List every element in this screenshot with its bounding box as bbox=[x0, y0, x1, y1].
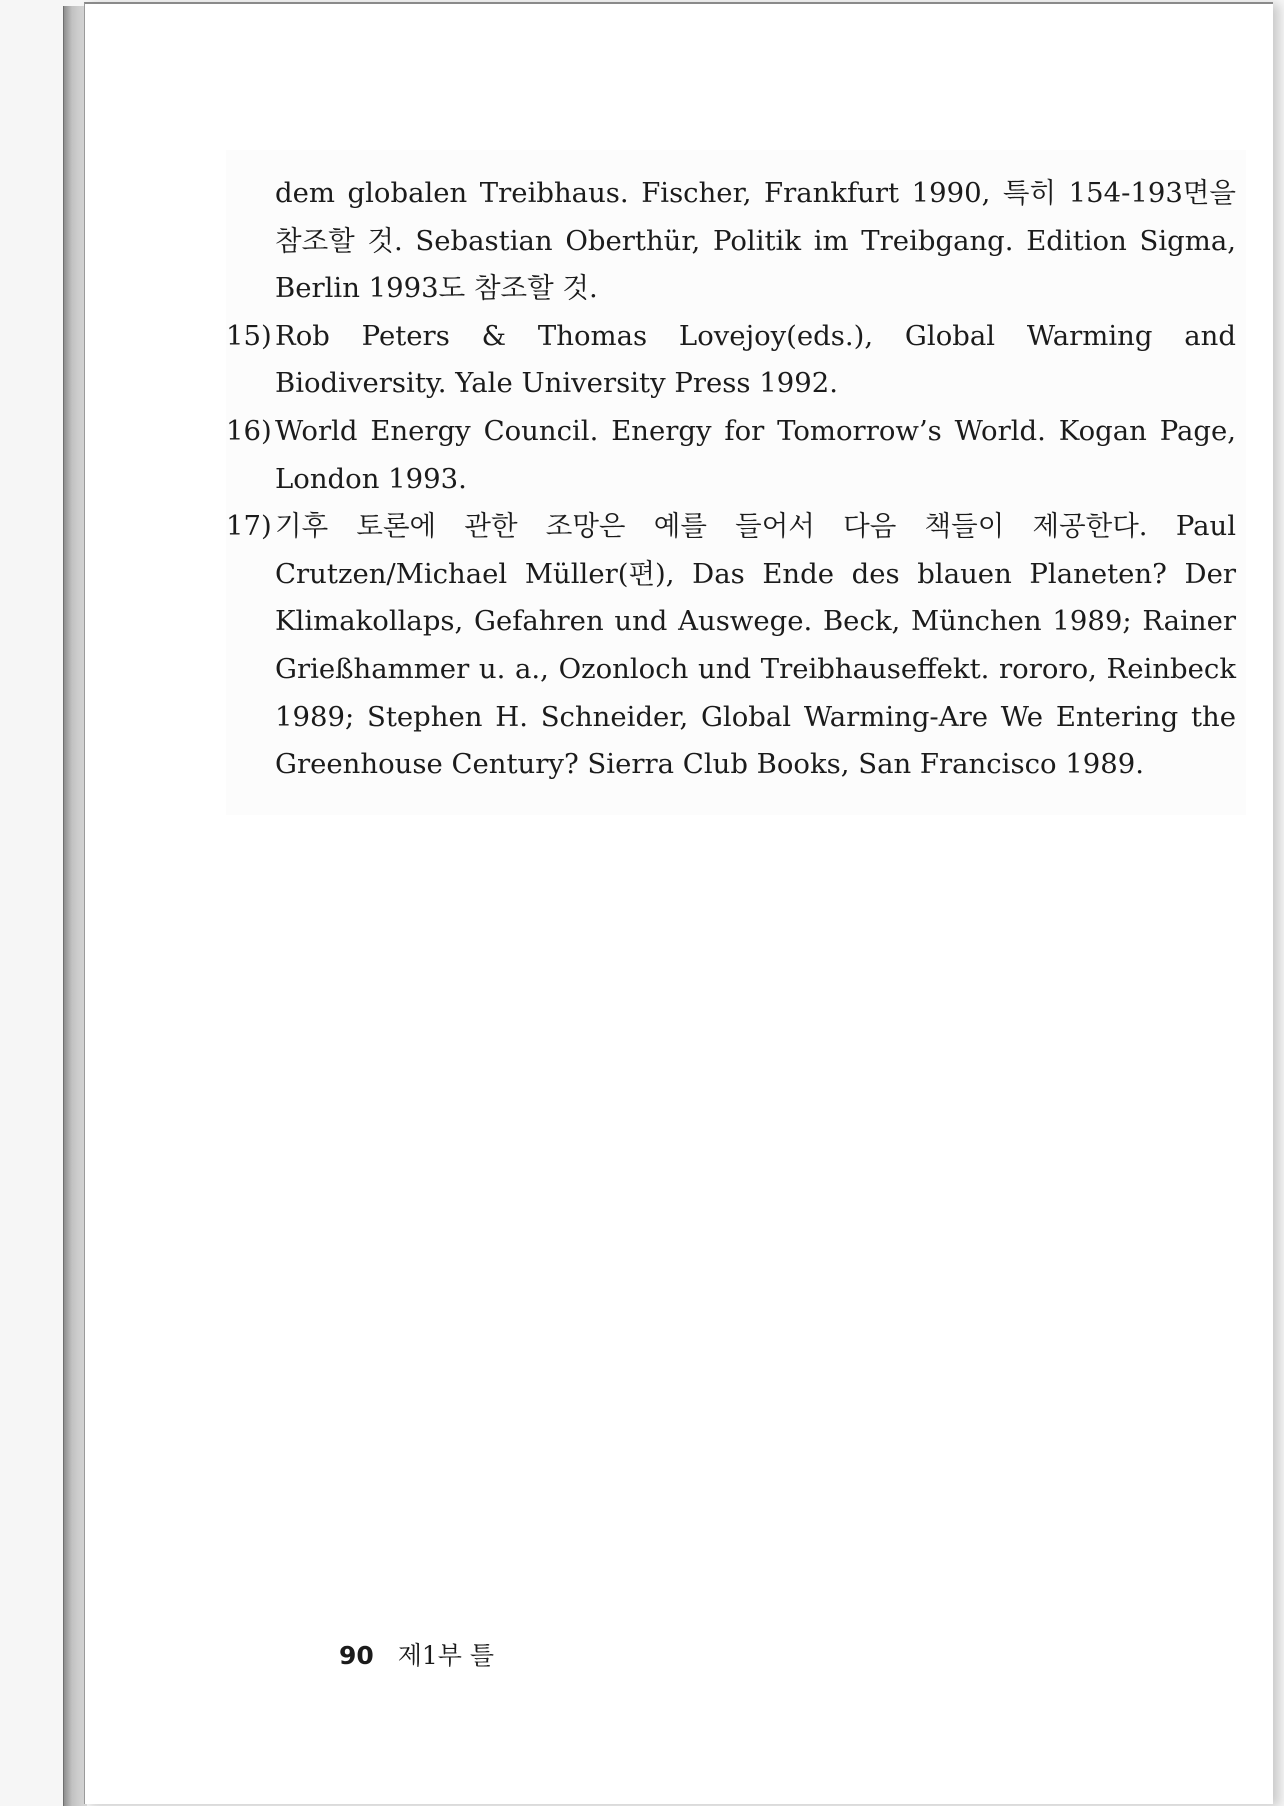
book-page bbox=[84, 2, 1273, 1804]
footnote-number: 16) bbox=[226, 414, 272, 447]
footnote-15 bbox=[226, 313, 1246, 408]
footnote-number bbox=[226, 170, 251, 313]
footnote-text: dem globalen Treibhaus. Fischer, Frankfurt 1990, 특히 154-193면을 참조할 것. Sebastian Oberthür, Politik im Treibgang. Edition Sigma, Berlin 1993도 참조할 것. bbox=[275, 177, 1236, 305]
footnote-number: 17) bbox=[226, 510, 272, 543]
page-number: 90 bbox=[339, 1641, 374, 1670]
footnote-text: 기후 토론에 관한 조망은 예를 들어서 다음 책들이 제공한다. Paul Crutzen/Michael Müller(편), Das Ende des blauen Planeten? Der Klimakollaps, Gefahren und Auswege. Beck, München 1989; Rainer Grießhammer u. a., Ozonloch und Treibhauseffekt. rororo, Reinbeck 1989; Stephen H. Schneider, Global Warming-Are We Entering the Greenhouse Century? Sierra Club Books, San Francisco 1989. bbox=[275, 510, 1236, 781]
page-footer bbox=[339, 1636, 494, 1672]
footnote-text: Rob Peters & Thomas Lovejoy(eds.), Global Warming and Biodiversity. Yale University Press 1992. bbox=[275, 319, 1236, 400]
footnote-text: World Energy Council. Energy for Tomorrow’s World. Kogan Page, London 1993. bbox=[275, 414, 1236, 495]
footnote-17 bbox=[226, 503, 1246, 789]
footnote-number: 15) bbox=[226, 319, 272, 352]
footnotes-block bbox=[226, 150, 1246, 815]
footnote-continued bbox=[226, 170, 1246, 313]
footnote-16 bbox=[226, 408, 1246, 503]
section-title: 제1부 틀 bbox=[397, 1641, 495, 1670]
